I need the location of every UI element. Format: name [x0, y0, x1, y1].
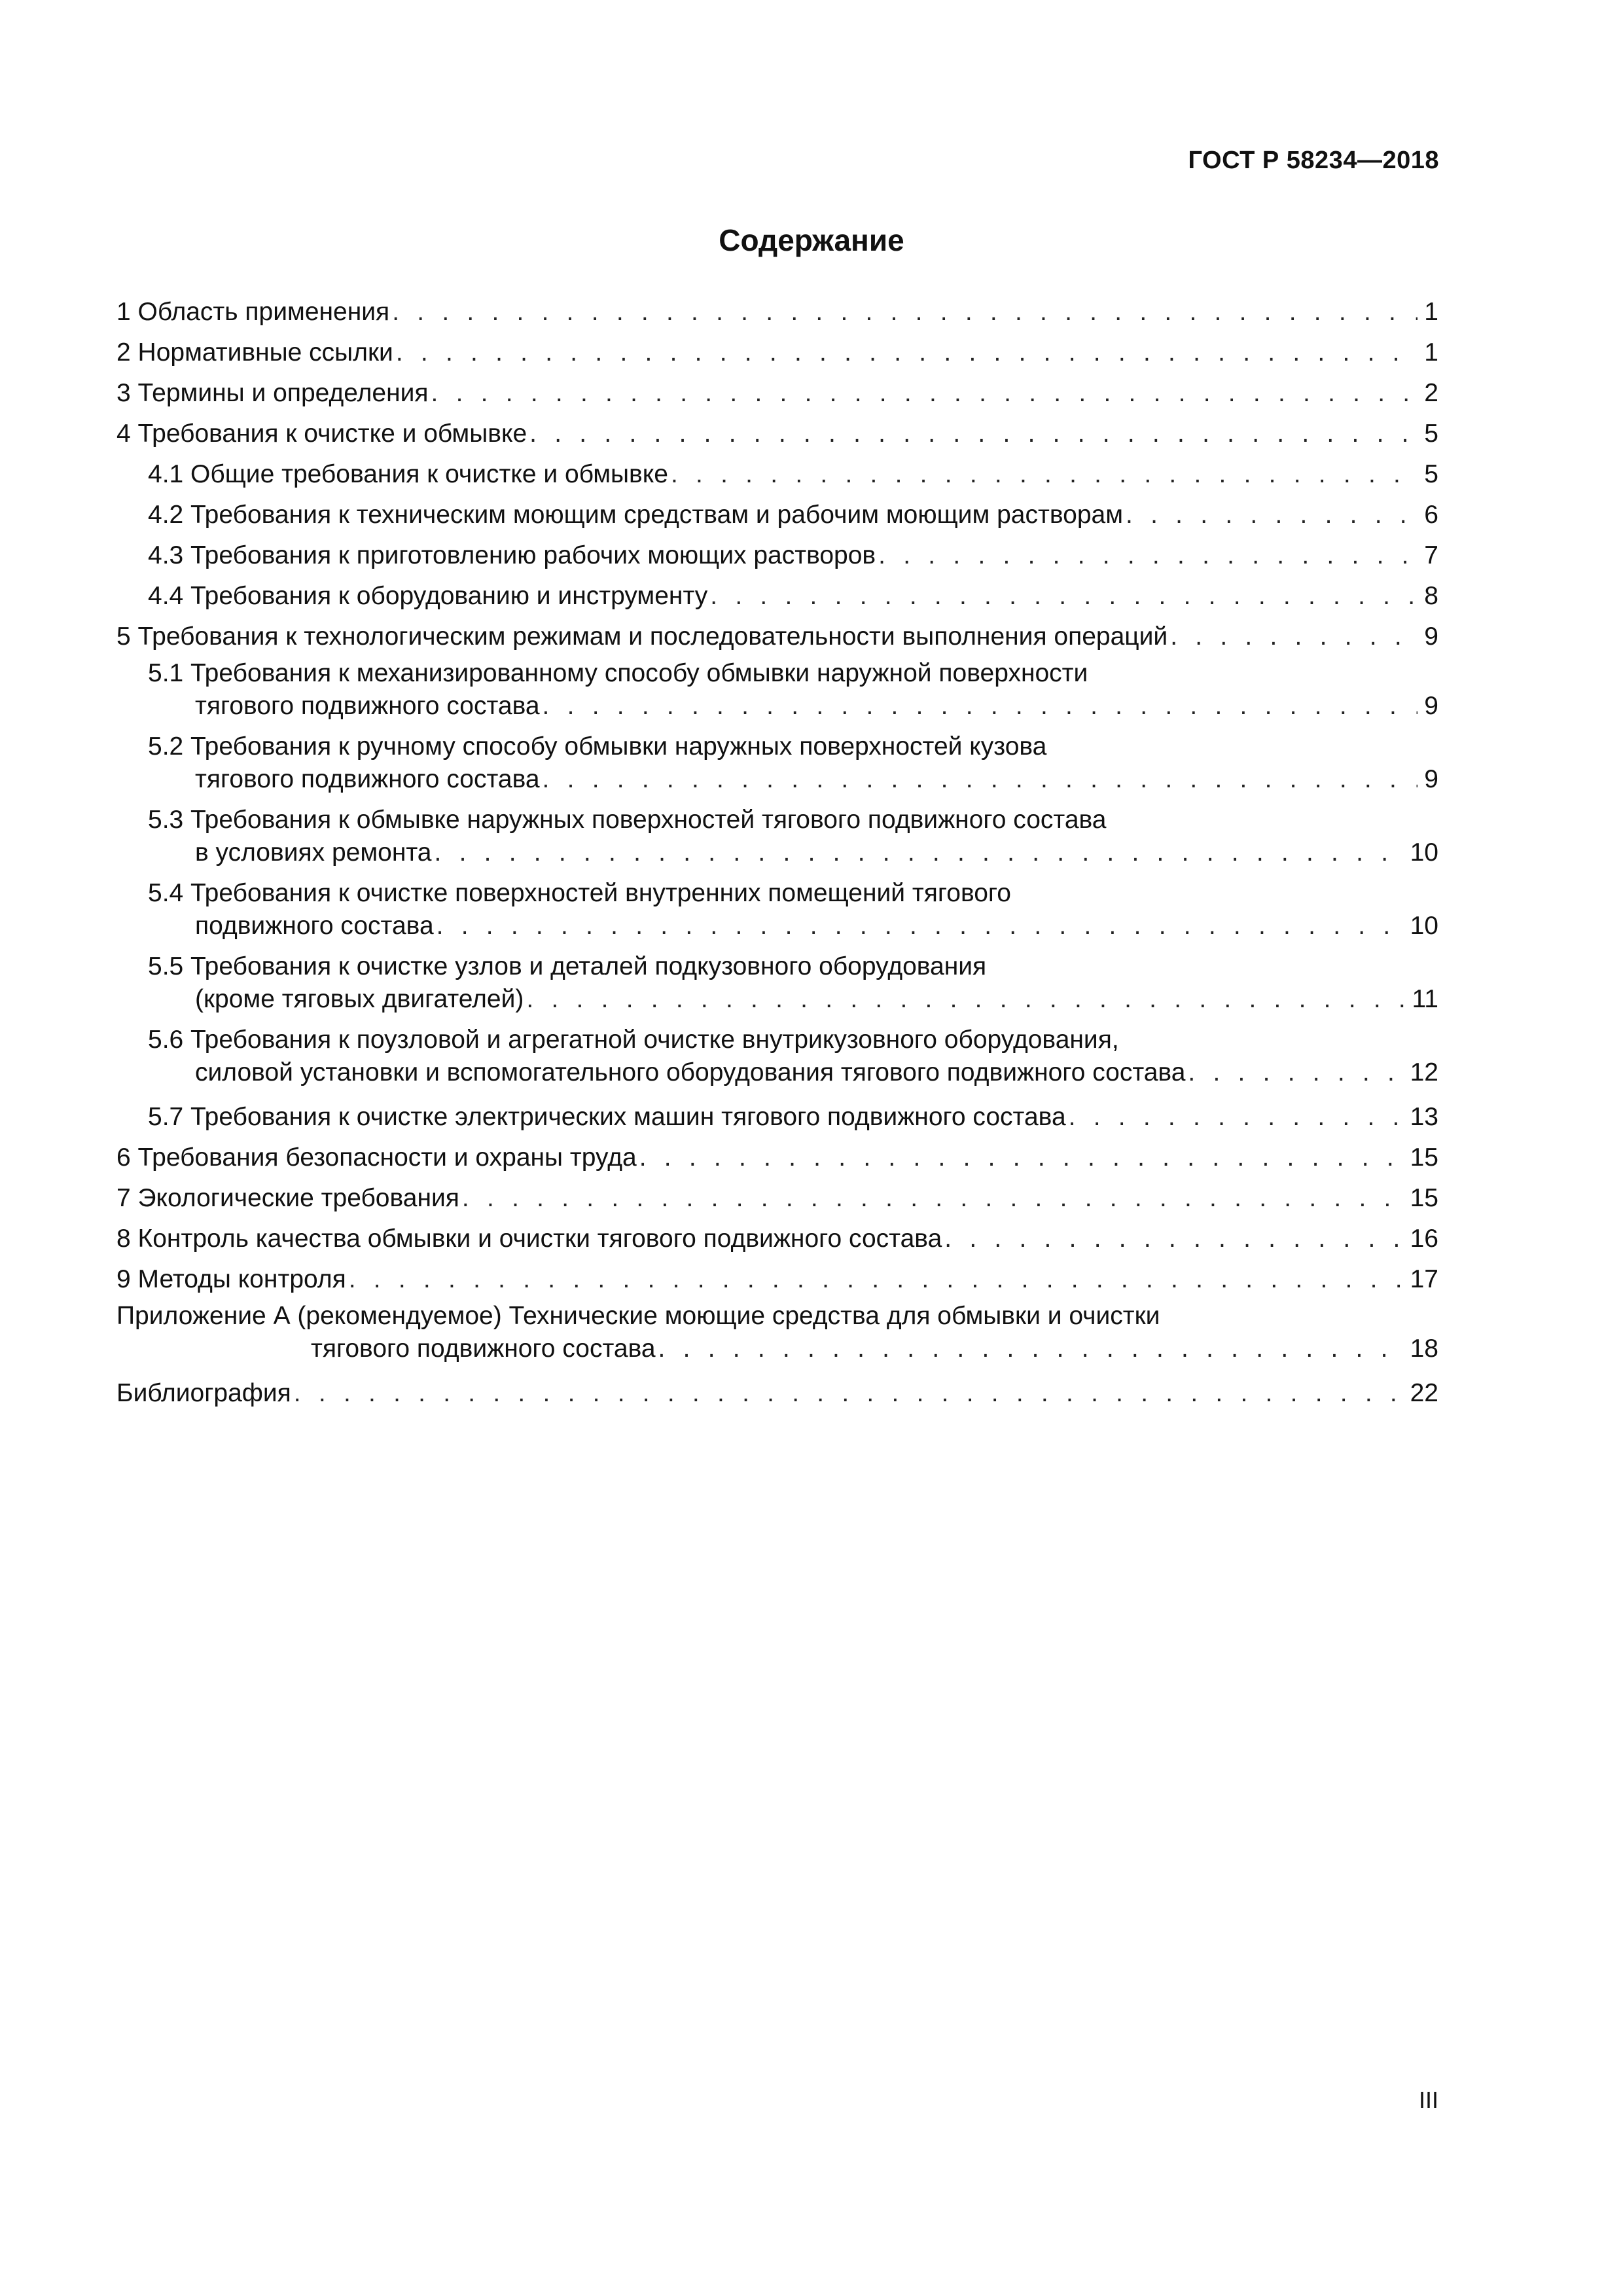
toc-entry-page: 5 — [1424, 420, 1438, 448]
toc-entry-page: 11 — [1412, 985, 1438, 1013]
toc-entry[interactable] — [116, 414, 1438, 454]
toc-entry-label: 8 Контроль качества обмывки и очистки тягового подвижного состава — [116, 1225, 942, 1253]
document-code: ГОСТ Р 58234—2018 — [1188, 147, 1439, 174]
toc-entry-label-continued: тягового подвижного состава — [195, 692, 540, 720]
toc-entry-page: 13 — [1410, 1103, 1438, 1131]
toc-entry-label: 5.7 Требования к очистке электрических машин тягового подвижного состава — [148, 1103, 1066, 1131]
dot-leader — [878, 535, 1418, 576]
dot-leader — [1069, 1097, 1404, 1138]
dot-leader — [462, 1178, 1404, 1219]
toc-entry-page: 22 — [1410, 1379, 1438, 1407]
toc-entry[interactable] — [116, 373, 1438, 414]
dot-leader — [392, 292, 1418, 332]
toc-entry-page: 5 — [1424, 460, 1438, 488]
toc-entry-label: 5.1 Требования к механизированному способу обмывки наружной поверхности — [148, 659, 1088, 687]
toc-entry-label-continued: тягового подвижного состава — [311, 1335, 656, 1363]
toc-entry[interactable] — [116, 454, 1438, 495]
dot-leader — [1170, 617, 1418, 657]
toc-entry-page: 9 — [1424, 765, 1438, 793]
toc-entry-page: 10 — [1410, 912, 1438, 940]
toc-entry-label-continued: (кроме тяговых двигателей) — [195, 985, 524, 1013]
toc-entry[interactable] — [116, 657, 1438, 730]
toc-entry-label: 2 Нормативные ссылки — [116, 338, 393, 367]
dot-leader — [658, 1333, 1404, 1365]
toc-entry[interactable] — [116, 1178, 1438, 1219]
dot-leader — [435, 836, 1404, 869]
toc-entry-label: 5.2 Требования к ручному способу обмывки наружных поверхностей кузова — [148, 732, 1047, 761]
toc-entry-bibliography[interactable] — [116, 1373, 1438, 1414]
toc-entry[interactable] — [116, 1138, 1438, 1178]
toc-entry-label: 5.5 Требования к очистке узлов и деталей подкузовного оборудования — [148, 952, 987, 980]
toc-entry[interactable] — [116, 1259, 1438, 1300]
dot-leader — [349, 1259, 1404, 1300]
toc-entry-label-continued: в условиях ремонта — [195, 838, 432, 867]
toc-entry-page: 15 — [1410, 1184, 1438, 1212]
toc-entry[interactable] — [116, 804, 1438, 877]
toc-entry-page: 10 — [1410, 838, 1438, 867]
dot-leader — [1188, 1056, 1403, 1089]
toc-entry[interactable] — [116, 617, 1438, 657]
dot-leader — [294, 1373, 1404, 1414]
toc-entry-page: 18 — [1410, 1335, 1438, 1363]
dot-leader — [639, 1138, 1404, 1178]
toc-entry-label: Библиография — [116, 1379, 291, 1407]
toc-entry-page: 2 — [1424, 379, 1438, 407]
toc-entry-page: 9 — [1424, 622, 1438, 651]
toc-title: Содержание — [719, 223, 904, 257]
toc-entry-label: 6 Требования безопасности и охраны труда — [116, 1143, 637, 1172]
toc-entry[interactable] — [116, 1097, 1438, 1138]
dot-leader — [543, 690, 1418, 723]
toc-entry-page: 17 — [1410, 1265, 1438, 1293]
toc-entry[interactable] — [116, 1219, 1438, 1259]
toc-entry[interactable] — [116, 292, 1438, 332]
toc-entry-label: 5.3 Требования к обмывке наружных поверхностей тягового подвижного состава — [148, 806, 1107, 834]
dot-leader — [1126, 495, 1418, 535]
page-number: III — [1418, 2087, 1438, 2113]
table-of-contents — [116, 292, 1438, 1414]
dot-leader — [543, 763, 1418, 796]
toc-entry-label-continued: силовой установки и вспомогательного оборудования тягового подвижного состава — [195, 1058, 1186, 1086]
dot-leader — [437, 910, 1404, 942]
toc-entry-label: 5.6 Требования к поузловой и агрегатной очистке внутрикузовного оборудования, — [148, 1026, 1119, 1054]
toc-entry[interactable] — [116, 950, 1438, 1024]
dot-leader — [431, 373, 1418, 414]
dot-leader — [529, 414, 1418, 454]
toc-entry-page: 1 — [1424, 298, 1438, 326]
toc-entry-page: 8 — [1424, 582, 1438, 610]
dot-leader — [671, 454, 1418, 495]
toc-entry[interactable] — [116, 730, 1438, 804]
toc-entry-appendix[interactable] — [116, 1300, 1438, 1373]
toc-entry-label: 1 Область применения — [116, 298, 390, 326]
toc-entry-page: 9 — [1424, 692, 1438, 720]
toc-entry-label: Приложение А (рекомендуемое) Технические моющие средства для обмывки и очистки — [116, 1302, 1160, 1330]
toc-entry-page: 15 — [1410, 1143, 1438, 1172]
toc-entry-page: 12 — [1410, 1058, 1438, 1086]
toc-entry[interactable] — [116, 495, 1438, 535]
toc-entry[interactable] — [116, 877, 1438, 950]
toc-entry-label-continued: тягового подвижного состава — [195, 765, 540, 793]
toc-entry-label: 9 Методы контроля — [116, 1265, 346, 1293]
toc-entry-label: 4.4 Требования к оборудованию и инструменту — [148, 582, 708, 610]
toc-entry-page: 1 — [1424, 338, 1438, 367]
toc-entry-label: 4.2 Требования к техническим моющим средствам и рабочим моющим растворам — [148, 501, 1124, 529]
toc-entry-page: 16 — [1410, 1225, 1438, 1253]
toc-entry-label: 4.1 Общие требования к очистке и обмывке — [148, 460, 668, 488]
toc-entry-label: 7 Экологические требования — [116, 1184, 459, 1212]
toc-entry[interactable] — [116, 332, 1438, 373]
toc-entry-label-continued: подвижного состава — [195, 912, 434, 940]
toc-entry-label: 4 Требования к очистке и обмывке — [116, 420, 527, 448]
toc-entry-label: 5 Требования к технологическим режимам и последовательности выполнения операций — [116, 622, 1168, 651]
dot-leader — [526, 983, 1405, 1016]
dot-leader — [710, 576, 1418, 617]
toc-entry-page: 7 — [1424, 541, 1438, 569]
toc-entry[interactable] — [116, 1024, 1438, 1097]
toc-entry-label: 4.3 Требования к приготовлению рабочих моющих растворов — [148, 541, 876, 569]
toc-entry-label: 5.4 Требования к очистке поверхностей внутренних помещений тягового — [148, 879, 1011, 907]
toc-entry-page: 6 — [1424, 501, 1438, 529]
dot-leader — [396, 332, 1418, 373]
dot-leader — [944, 1219, 1403, 1259]
toc-entry[interactable] — [116, 535, 1438, 576]
toc-entry[interactable] — [116, 576, 1438, 617]
toc-entry-label: 3 Термины и определения — [116, 379, 429, 407]
